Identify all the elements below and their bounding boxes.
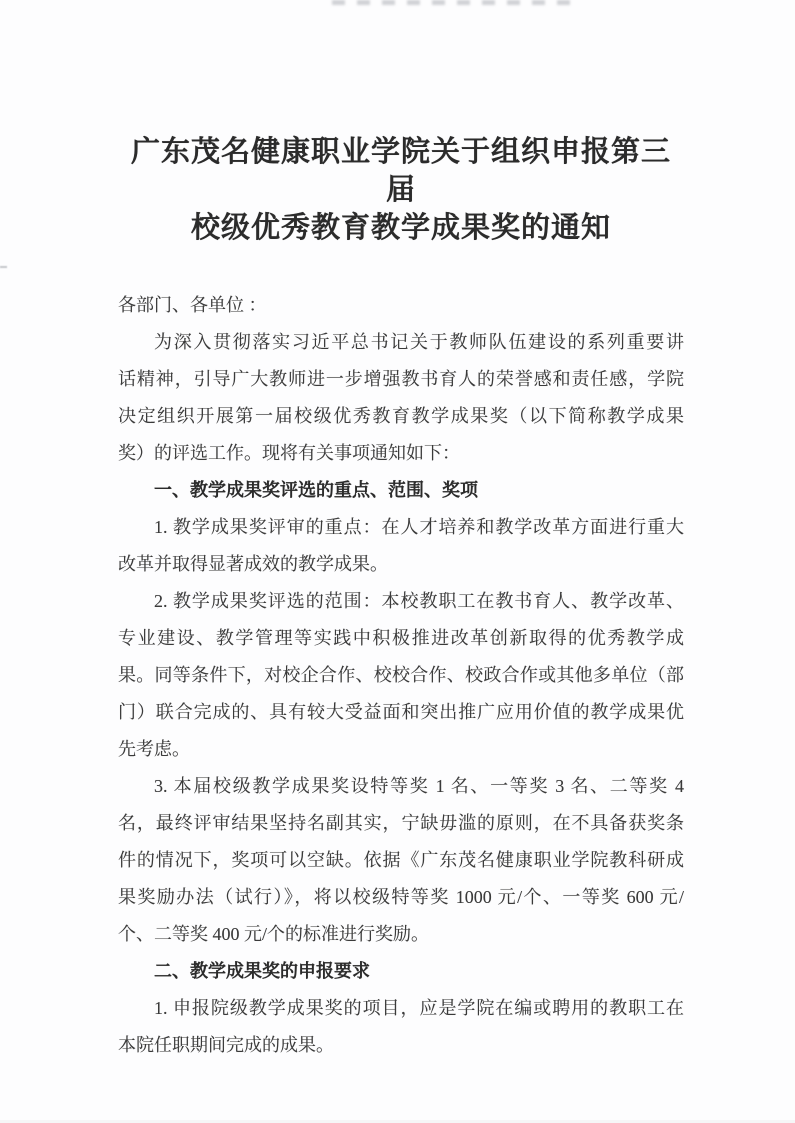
text-line: 名，最终评审结果坚持名副其实，宁缺毋滥的原则，在不具备获奖条: [118, 813, 684, 833]
document-title: [118, 133, 684, 247]
text-line: 个、二等奖 400 元/个的标准进行奖励。: [118, 924, 429, 944]
text-line: 奖）的评选工作。现将有关事项通知如下：: [118, 443, 460, 463]
text-line: 件的情况下，奖项可以空缺。依据《广东茂名健康职业学院教科研成: [118, 850, 684, 870]
text-line: 专业建设、教学管理等实践中积极推进改革创新取得的优秀教学成: [118, 628, 684, 648]
text-line: 二、教学成果奖的申报要求: [154, 961, 370, 981]
text-line: 一、教学成果奖评选的重点、范围、奖项: [154, 480, 478, 500]
text-line: 1. 教学成果奖评审的重点：在人才培养和教学改革方面进行重大: [154, 517, 684, 537]
document-body: [118, 287, 684, 1064]
item-1-1: [118, 509, 684, 583]
document-title-line-2: 校级优秀教育教学成果奖的通知: [190, 212, 611, 244]
item-2-1: [118, 990, 684, 1064]
scan-artifact-left-icon: [0, 266, 7, 268]
salutation: 各部门、各单位 ：: [118, 295, 267, 315]
item-1-2: [118, 583, 684, 768]
text-line: 1. 申报院级教学成果奖的项目，应是学院在编或聘用的教职工在: [154, 998, 684, 1018]
text-line: 门）联合完成的、具有较大受益面和突出推广应用价值的教学成果优: [118, 702, 684, 722]
text-line: 决定组织开展第一届校级优秀教育教学成果奖（以下简称教学成果: [118, 406, 684, 426]
item-1-3: [118, 768, 684, 953]
document-content: [118, 133, 684, 1064]
text-line: 3. 本届校级教学成果奖设特等奖 1 名、一等奖 3 名、二等奖 4: [154, 776, 684, 796]
text-line: 果奖励办法（试行）》，将以校级特等奖 1000 元/个、一等奖 600 元/: [118, 887, 684, 907]
text-line: 改革并取得显著成效的教学成果。: [118, 554, 388, 574]
document-blocks: [118, 324, 684, 1064]
text-line: 本院任职期间完成的成果。: [118, 1035, 334, 1055]
text-line: 2. 教学成果奖评选的范围：本校教职工在教书育人、教学改革、: [154, 591, 684, 611]
intro-paragraph: [118, 324, 684, 472]
text-line: 话精神，引导广大教师进一步增强教书育人的荣誉感和责任感，学院: [118, 369, 684, 389]
scan-artifact-top-icon: [332, 0, 580, 5]
section-2-heading: [118, 953, 684, 990]
text-line: 先考虑。: [118, 739, 190, 759]
document-title-line-1: 广东茂名健康职业学院关于组织申报第三届: [130, 136, 671, 206]
section-1-heading: [118, 472, 684, 509]
text-line: 为深入贯彻落实习近平总书记关于教师队伍建设的系列重要讲: [154, 332, 684, 352]
text-line: 果。同等条件下，对校企合作、校校合作、校政合作或其他多单位（部: [118, 665, 684, 685]
